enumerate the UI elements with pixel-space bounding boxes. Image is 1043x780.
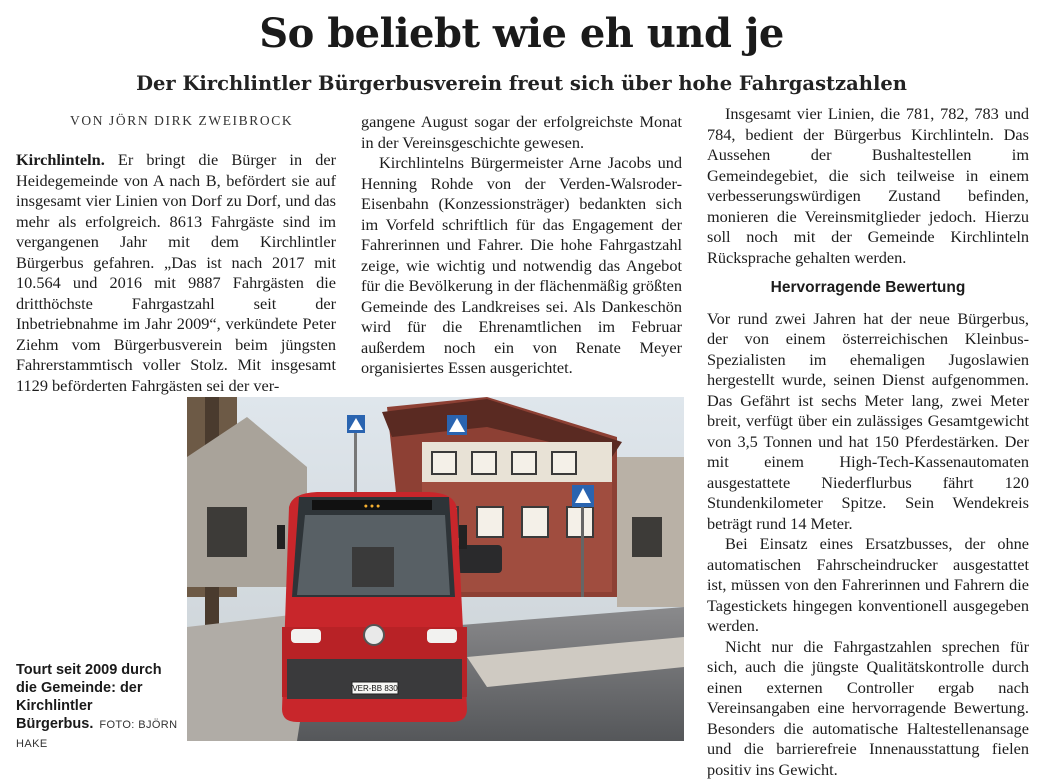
paragraph: gangene August sogar der erfolgreichste Monat in der Vereinsgeschichte gewesen. [361, 112, 682, 153]
bus-photo-illustration [187, 397, 684, 741]
article-headline: So beliebt wie eh und je [0, 8, 1043, 60]
byline: VON JÖRN DIRK ZWEIBROCK [70, 113, 293, 129]
text-column-3 [707, 104, 1029, 780]
text-column-1 [16, 150, 336, 396]
photo-caption [16, 661, 181, 753]
paragraph [16, 150, 336, 396]
svg-text:VER-BB 830: VER-BB 830 [352, 684, 398, 693]
paragraph: Kirchlintelns Bürgermeister Arne Jacobs und Henning Rohde von der Verden-Walsroder-Eisenbahn (Konzessionsträger) bedankten sich im Vorfeld schriftlich für das Engagement der Fahrerinnen und Fahrer. Die hohe Fahrgastzahl zeige, wie wichtig und notwendig das Angebot für die Bevölkerung in der flächenmäßig größten Gemeinde des Landkreises sei. Als Dankeschön wird für die Ehrenamtlichen im Februar außerdem noch ein von Renate Meyer organisiertes Essen ausgerichtet. [361, 153, 682, 379]
crosswalk-sign-icon [447, 415, 467, 435]
photo-credit: FOTO: BJÖRN HAKE [16, 719, 178, 750]
caption-text: Tourt seit 2009 durch die Gemeinde: der Kirchlintler Bürgerbus. [16, 662, 162, 732]
paragraph: Nicht nur die Fahrgastzahlen sprechen für sich, auch die jüngste Qualitätskontrolle durch einen externen Controller ergab nach Vereinsangaben eine hervorragende Bewertung. Besonders die automatische Haltestellenansage und die barrierefreie Innenausstattung fielen positiv ins Gewicht. [707, 637, 1029, 780]
article-subheadline: Der Kirchlintler Bürgerbusverein freut sich über hohe Fahrgastzahlen [0, 70, 1043, 98]
paragraph: Bei Einsatz eines Ersatzbusses, der ohne automatischen Fahrscheindrucker ausgestattet ist, müssen von den Fahrerinnen und Fahrern die Tagestickets hingegen konventionell ausgegeben werden. [707, 534, 1029, 637]
paragraph: Insgesamt vier Linien, die 781, 782, 783 und 784, bedient der Bürgerbus Kirchlinteln. Das Aussehen der Bushaltestellen im Gemeindegebiet, die sich teilweise in einem verbesserungswürdigen Zustand befinden, monieren die Vereinsmitglieder jedoch. Hierzu soll noch mit der Gemeinde Kirchlinteln Rücksprache gehalten werden. [707, 104, 1029, 268]
section-subheading: Hervorragende Bewertung [707, 278, 1029, 299]
red-bus [277, 492, 467, 722]
article-photo [187, 397, 684, 741]
dateline: Kirchlinteln. [16, 150, 105, 169]
svg-text:● ● ●: ● ● ● [364, 503, 381, 510]
text-column-2 [361, 112, 682, 379]
paragraph: Vor rund zwei Jahren hat der neue Bürgerbus, der von einem österreichischen Kleinbus-Spezialisten im ehemaligen Jugoslawien hergestellt wurde, seinen Dienst aufgenommen. Das Gefährt ist sechs Meter lang, zwei Meter breit, verfügt über ein zulässiges Gesamtgewicht von 3,5 Tonnen und hat 150 Pferdestärken. Der mit einem High-Tech-Kassenautomaten ausgestattete Niederflurbus fährt 120 Stundenkilometer Spitze. Sein Wendekreis beträgt rund 14 Meter. [707, 309, 1029, 535]
paragraph-text: Er bringt die Bürger in der Heidegemeinde von A nach B, befördert sie auf insgesamt vier Linien von Dorf zu Dorf, und das mehr als erfolgreich. 8613 Fahrgäste sind im vergangenen Jahr mit dem Kirchlintler Bürgerbus gefahren. „Das ist nach 2017 mit 10.564 und 2016 mit 9887 Fahrgästen die dritthöchste Fahrgastzahl seit der Inbetriebnahme im Jahr 2009“, verkündete Peter Ziehm vom Bürgerbusverein beim jüngsten Fahrerstammtisch voller Stolz. Mit insgesamt 1129 beförderten Fahrgästen sei der ver- [16, 150, 336, 395]
